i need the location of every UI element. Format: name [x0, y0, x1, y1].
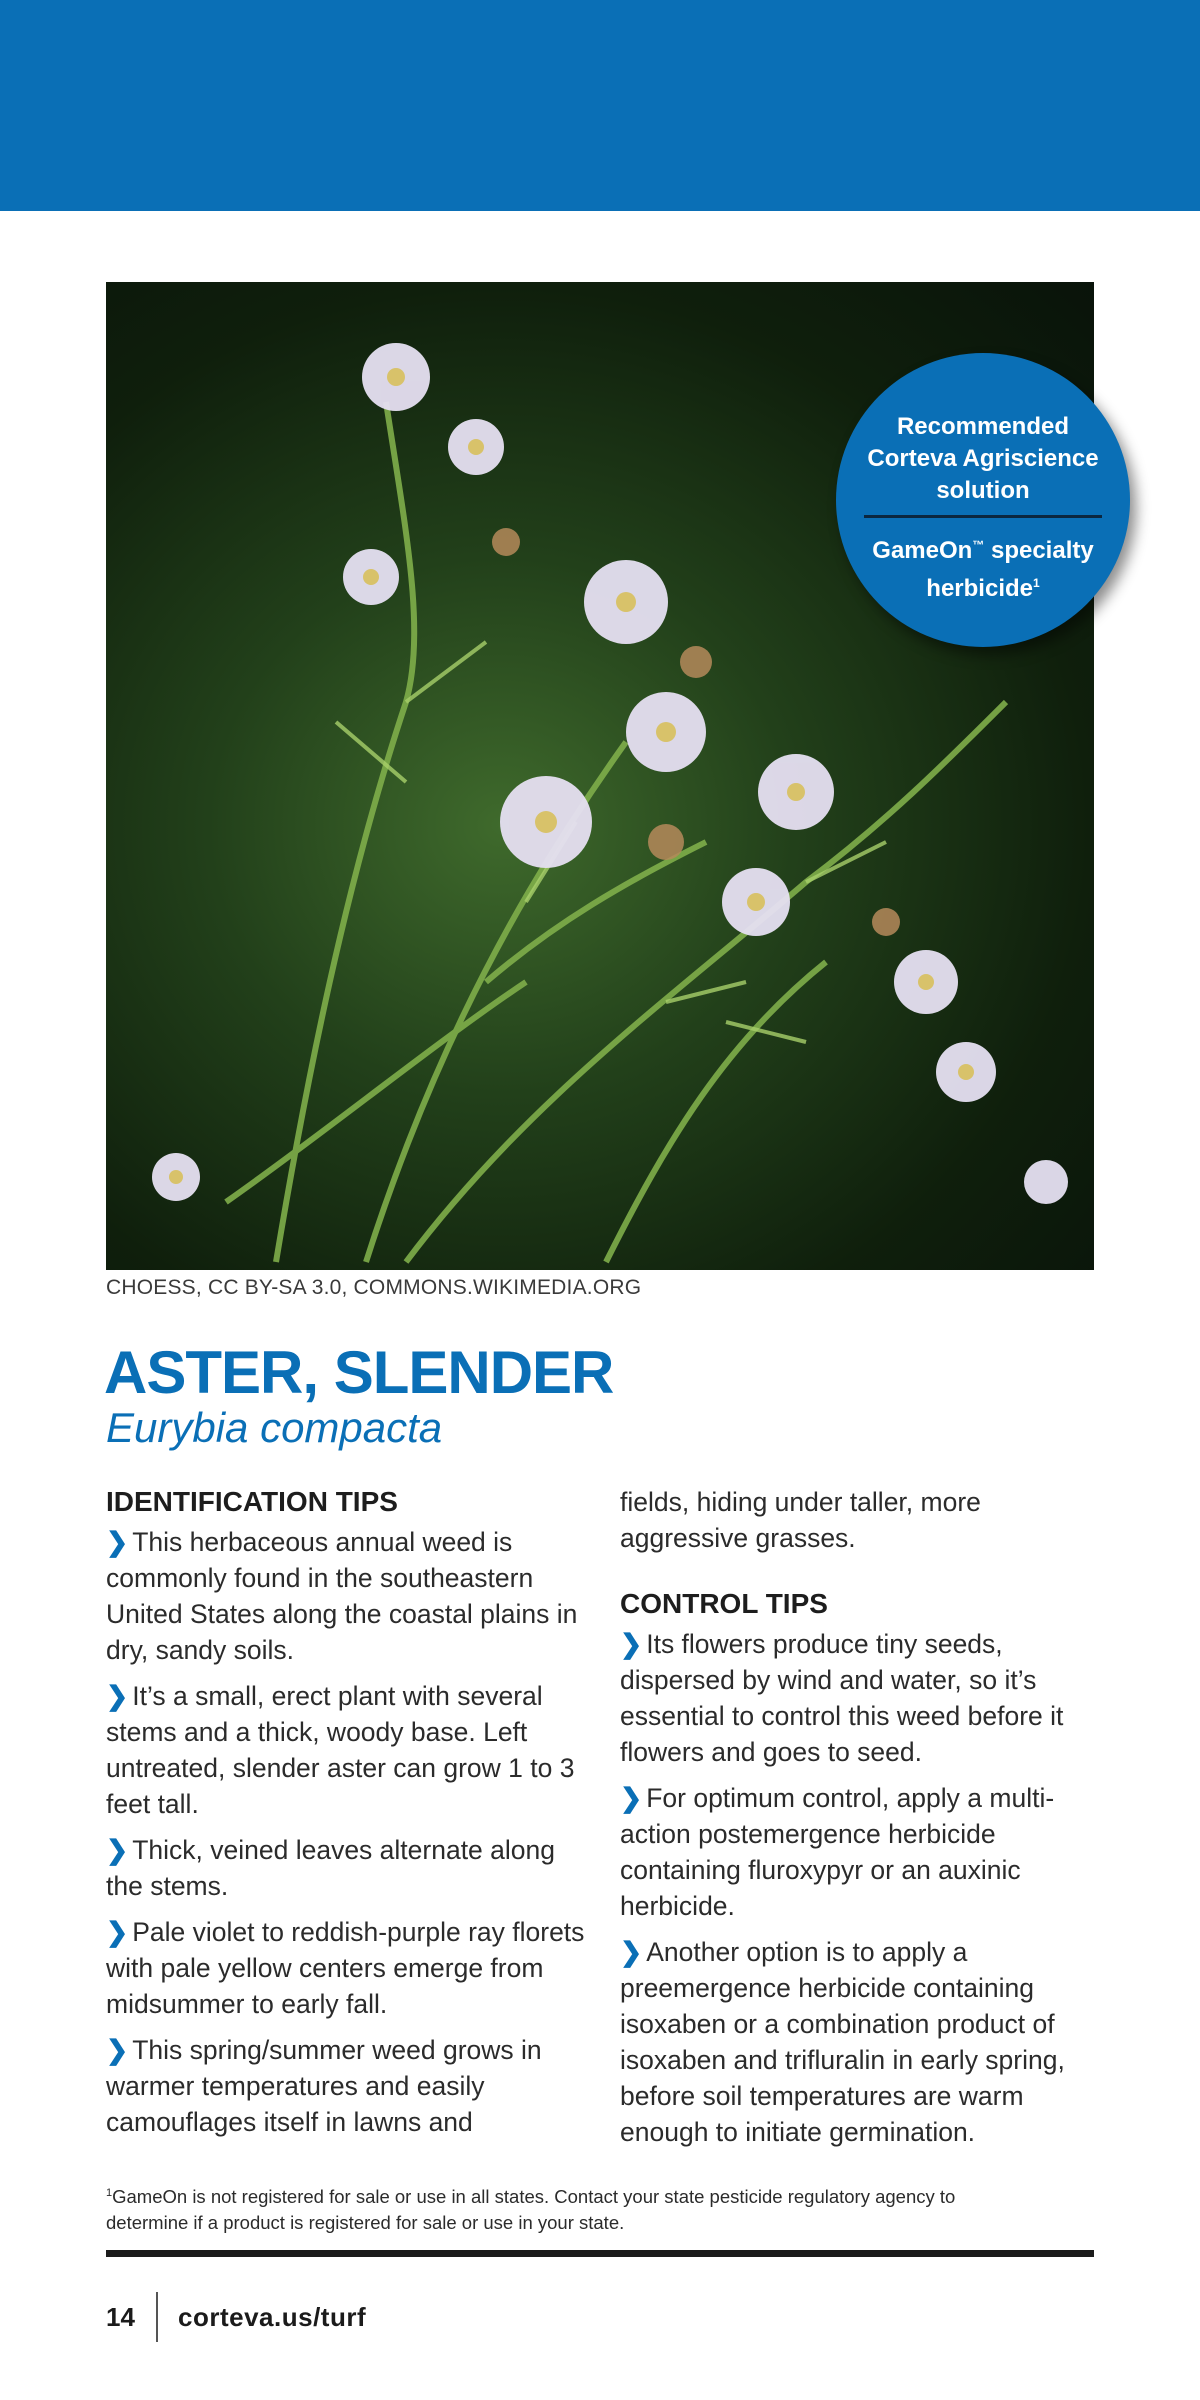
footer-divider — [156, 2292, 158, 2342]
badge-divider — [864, 515, 1102, 518]
header-band — [0, 0, 1200, 211]
chevron-right-icon: ❯ — [106, 1917, 129, 1947]
footnote-text: GameOn is not registered for sale or use in all states. Contact your state pesticide regulatory agency to determine if a product is registered for sale or use in your state. — [106, 2186, 956, 2234]
control-tip: ❯ For optimum control, apply a multi-action postemergence herbicide containing fluroxypyr or an auxinic herbicide. — [620, 1783, 1055, 1921]
control-tip: ❯ Another option is to apply a preemergence herbicide containing isoxaben or a combination product of isoxaben and trifluralin in early spring, before soil temperatures are warm enough to initiate germination. — [620, 1937, 1065, 2147]
footnote — [106, 2180, 1026, 2236]
footnote-marker: 1 — [106, 2187, 113, 2199]
identification-tip: ❯ This spring/summer weed grows in warmer temperatures and easily camouflages itself in lawns and — [106, 2035, 542, 2137]
chevron-right-icon: ❯ — [106, 2035, 129, 2065]
photo-credit: CHOESS, CC BY-SA 3.0, COMMONS.WIKIMEDIA.ORG — [106, 1276, 642, 1299]
page-number: 14 — [106, 2302, 135, 2332]
control-column — [620, 1484, 1102, 2160]
identification-tip: ❯ This herbaceous annual weed is commonly found in the southeastern United States along the coastal plains in dry, sandy soils. — [106, 1527, 578, 1665]
chevron-right-icon: ❯ — [620, 1937, 643, 1967]
badge-recommended-text: Recommended Corteva Agriscience solution — [867, 413, 1099, 504]
chevron-right-icon: ❯ — [620, 1783, 643, 1813]
badge-product-rest: specialty herbicide — [926, 537, 1094, 602]
recommended-solution-badge — [836, 353, 1130, 647]
website-link[interactable]: corteva.us/turf — [178, 2302, 367, 2332]
badge-footnote-marker: 1 — [1033, 576, 1040, 590]
chevron-right-icon: ❯ — [106, 1527, 129, 1557]
identification-tip-continued: fields, hiding under taller, more aggressive grasses. — [620, 1487, 981, 1553]
chevron-right-icon: ❯ — [620, 1629, 643, 1659]
control-heading: CONTROL TIPS — [620, 1588, 828, 1619]
page-title: ASTER, SLENDER — [104, 1339, 614, 1406]
latin-name: Eurybia compacta — [106, 1404, 443, 1451]
chevron-right-icon: ❯ — [106, 1835, 129, 1865]
identification-tip: ❯ Pale violet to reddish-purple ray florets with pale yellow centers emerge from midsummer to early fall. — [106, 1917, 585, 2019]
badge-trademark: ™ — [972, 538, 985, 552]
identification-tip: ❯ It’s a small, erect plant with several stems and a thick, woody base. Left untreated, slender aster can grow 1 to 3 feet tall. — [106, 1681, 575, 1819]
footer-rule — [106, 2250, 1094, 2257]
identification-tip: ❯ Thick, veined leaves alternate along the stems. — [106, 1835, 556, 1901]
identification-heading: IDENTIFICATION TIPS — [106, 1486, 398, 1517]
chevron-right-icon: ❯ — [106, 1681, 129, 1711]
control-tip: ❯ Its flowers produce tiny seeds, dispersed by wind and water, so it’s essential to control this weed before it flowers and goes to seed. — [620, 1629, 1064, 1767]
badge-product-text — [854, 529, 1112, 605]
identification-column — [106, 1484, 588, 2150]
badge-product-name: GameOn — [872, 537, 973, 564]
